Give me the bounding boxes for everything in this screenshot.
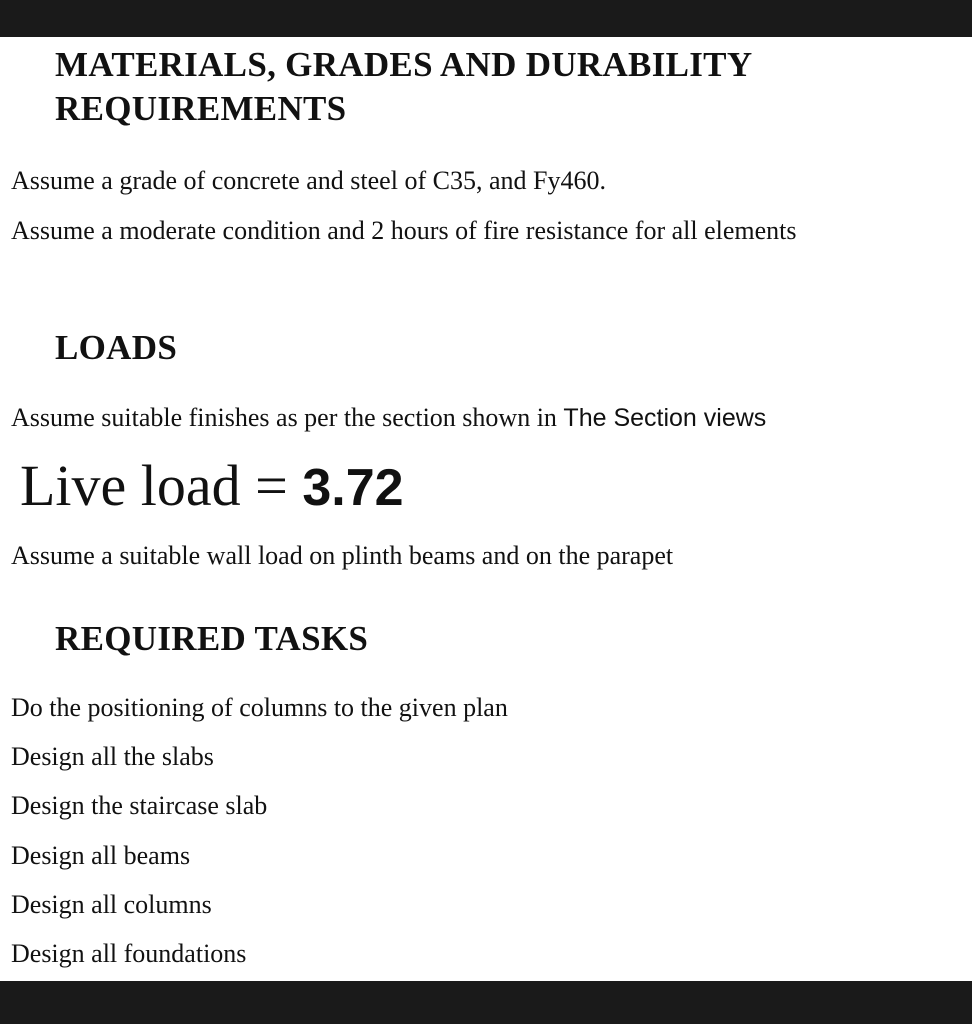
wall-load-text: Assume a suitable wall load on plinth beams and on the parapet: [11, 541, 674, 570]
task-item: Design all the slabs: [11, 742, 214, 771]
finishes-paragraph: [11, 402, 766, 434]
finishes-text: Assume suitable finishes as per the section shown in: [11, 403, 557, 432]
section-views-reference: The Section views: [563, 404, 767, 432]
task-item: Do the positioning of columns to the given plan: [11, 693, 508, 722]
materials-durability-text: Assume a moderate condition and 2 hours of fire resistance for all elements: [11, 216, 797, 245]
task-item: Design the staircase slab: [11, 791, 268, 820]
materials-grade-text: Assume a grade of concrete and steel of C35, and Fy460.: [11, 166, 606, 195]
live-load-line: [20, 451, 404, 523]
task-item: Design all columns: [11, 890, 212, 919]
materials-heading-line1: MATERIALS, GRADES AND DURABILITY: [55, 45, 753, 84]
top-dark-bar: [0, 0, 972, 37]
task-item: Design all foundations: [11, 939, 247, 968]
live-load-label: Live load =: [20, 453, 288, 518]
bottom-dark-bar: [0, 981, 972, 1024]
document-page: [0, 37, 972, 981]
materials-heading-line2: REQUIREMENTS: [55, 89, 347, 128]
tasks-heading: REQUIRED TASKS: [55, 619, 369, 658]
loads-heading: LOADS: [55, 328, 178, 367]
live-load-value: 3.72: [302, 459, 404, 517]
task-item: Design all beams: [11, 841, 191, 870]
